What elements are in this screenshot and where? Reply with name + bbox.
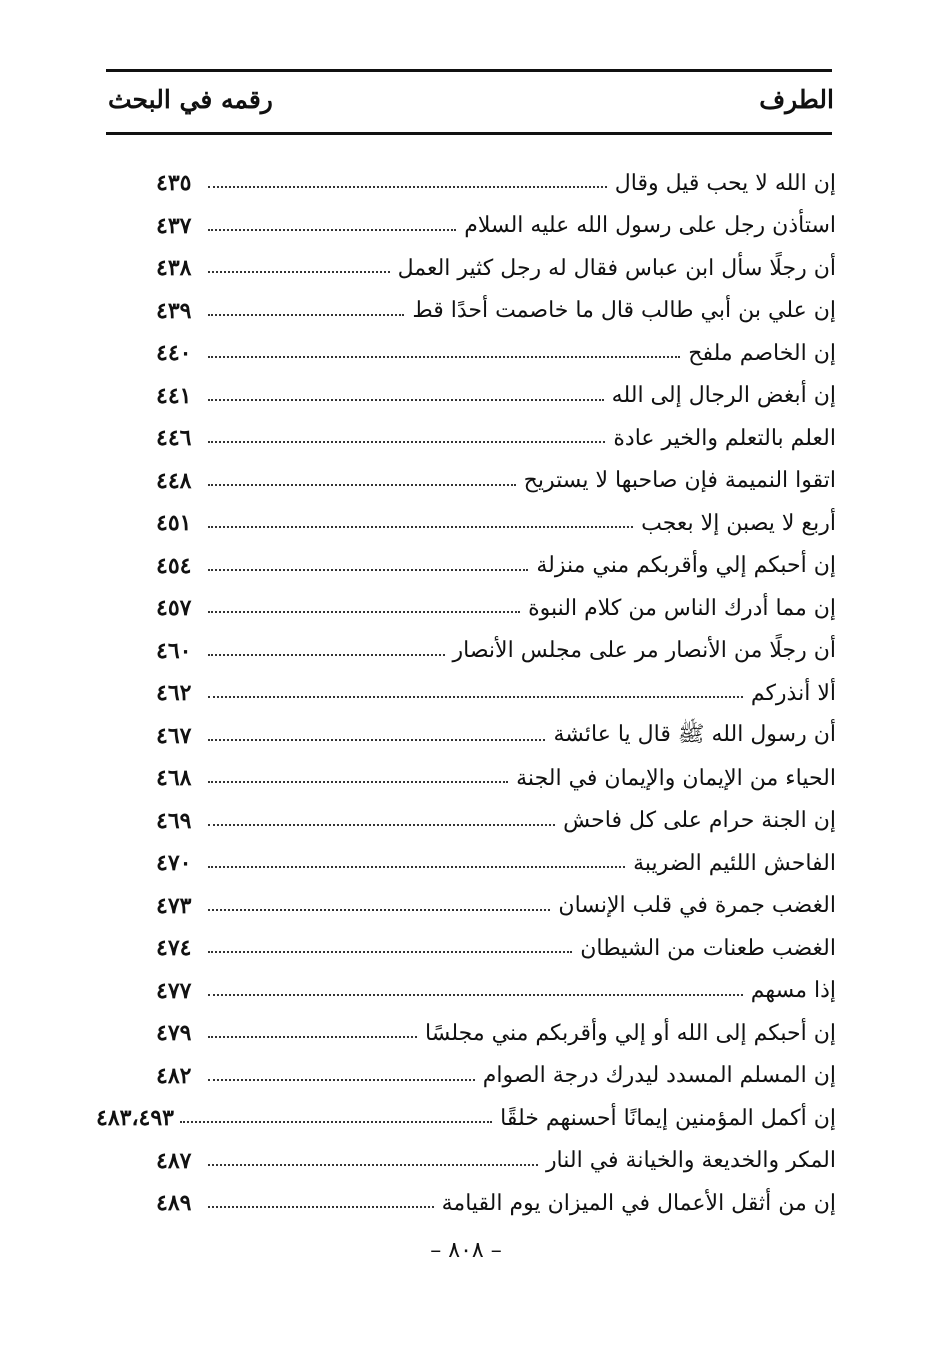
index-entry xyxy=(156,545,836,588)
index-entry xyxy=(156,672,836,715)
dot-leader xyxy=(208,1028,417,1038)
entry-ref: ٤٣٨ xyxy=(156,255,192,282)
index-entry xyxy=(156,970,836,1013)
dot-leader xyxy=(208,816,555,826)
dot-leader xyxy=(208,1156,538,1166)
index-entry xyxy=(156,927,836,970)
entry-text: المكر والخديعة والخيانة في النار xyxy=(545,1148,836,1174)
dot-leader xyxy=(208,178,607,188)
entry-text: أربع لا يصبن إلا بعجب xyxy=(641,510,836,536)
entry-text: العلم بالتعلم والخير عادة xyxy=(613,425,836,451)
index-entry xyxy=(156,205,836,248)
dot-leader xyxy=(208,603,520,613)
entry-text: إن الخاصم ملفح xyxy=(688,340,836,366)
dot-leader xyxy=(208,986,743,996)
entry-text: إن أبغض الرجال إلى الله xyxy=(611,383,836,409)
entry-text: أن رجلًا من الأنصار مر على مجلس الأنصار xyxy=(452,638,836,664)
entry-ref: ٤٥٤ xyxy=(156,552,192,579)
dot-leader xyxy=(208,1071,475,1081)
dot-leader xyxy=(180,1113,492,1123)
header-title: الطرف xyxy=(759,85,834,114)
index-entry xyxy=(156,1182,836,1225)
entry-text: الحياء من الإيمان والإيمان في الجنة xyxy=(516,765,836,791)
entry-ref: ٤٦٩ xyxy=(156,807,192,834)
dot-leader xyxy=(208,476,516,486)
dot-leader xyxy=(208,348,680,358)
index-entry xyxy=(156,842,836,885)
entry-ref: ٤٦٠ xyxy=(156,637,192,664)
index-entry xyxy=(156,247,836,290)
entry-text: إن علي بن أبي طالب قال ما خاصمت أحدًا قط xyxy=(412,298,836,324)
dot-leader xyxy=(208,943,572,953)
entry-text: أن رسول الله ﷺ قال يا عائشة xyxy=(553,721,836,747)
entry-ref: ٤٤١ xyxy=(156,382,192,409)
index-entry xyxy=(156,460,836,503)
entry-ref: ٤٦٨ xyxy=(156,765,192,792)
index-entry xyxy=(156,715,836,758)
entry-text: إن من أثقل الأعمال في الميزان يوم القيامة xyxy=(441,1190,836,1216)
entry-text: ألا أنذركم xyxy=(750,680,836,706)
entry-text: اتقوا النميمة فإن صاحبها لا يستريح xyxy=(523,468,836,494)
entry-text: أن رجلًا سأل ابن عباس فقال له رجل كثير العمل xyxy=(397,255,836,281)
entry-text: الغضب طعنات من الشيطان xyxy=(580,935,836,961)
index-entry xyxy=(156,800,836,843)
dot-leader xyxy=(208,433,605,443)
dot-leader xyxy=(208,391,604,401)
index-entry xyxy=(156,1055,836,1098)
index-entry xyxy=(96,1097,836,1140)
dot-leader xyxy=(208,306,404,316)
entry-text: الغضب جمرة في قلب الإنسان xyxy=(558,893,836,919)
index-entry xyxy=(156,757,836,800)
entry-ref: ٤٧٣ xyxy=(156,892,192,919)
entry-ref: ٤٤٠ xyxy=(156,340,192,367)
header-column-label: رقمه في البحث xyxy=(108,85,273,114)
index-entry xyxy=(156,630,836,673)
entry-ref: ٤٨٢ xyxy=(156,1062,192,1089)
entry-ref: ٤٨٩ xyxy=(156,1190,192,1217)
dot-leader xyxy=(208,773,508,783)
entry-ref: ٤٧٧ xyxy=(156,977,192,1004)
entry-ref: ٤٣٩ xyxy=(156,297,192,324)
dot-leader xyxy=(208,731,545,741)
entry-ref: ٤٨٧ xyxy=(156,1147,192,1174)
entry-text: الفاحش اللئيم الضريبة xyxy=(633,850,836,876)
dot-leader xyxy=(208,688,743,698)
entry-text: إن أحبكم إلي وأقربكم مني منزلة xyxy=(536,553,836,579)
entry-ref: ٤٣٧ xyxy=(156,212,192,239)
entry-text: إن المسلم المسدد ليدرك درجة الصوام xyxy=(482,1063,836,1089)
entry-ref: ٤٧٩ xyxy=(156,1020,192,1047)
entry-ref: ٤٦٧ xyxy=(156,722,192,749)
header-top-rule xyxy=(106,69,832,72)
index-entry xyxy=(156,1140,836,1183)
dot-leader xyxy=(208,263,390,273)
entry-ref: ٤٧٤ xyxy=(156,935,192,962)
index-entry xyxy=(156,417,836,460)
index-list xyxy=(96,162,836,1225)
entry-ref: ٤٣٥ xyxy=(156,170,192,197)
entry-ref: ٤٥١ xyxy=(156,510,192,537)
entry-text: إن الجنة حرام على كل فاحش xyxy=(563,808,836,834)
index-entry xyxy=(156,587,836,630)
entry-ref: ٤٧٠ xyxy=(156,850,192,877)
entry-ref: ٤٥٧ xyxy=(156,595,192,622)
entry-ref: ٤٨٣،٤٩٣ xyxy=(96,1105,174,1132)
entry-text: إن مما أدرك الناس من كلام النبوة xyxy=(528,595,836,621)
index-entry xyxy=(156,1012,836,1055)
entry-text: إن أكمل المؤمنين إيمانًا أحسنهم خلقًا xyxy=(500,1105,836,1131)
header-bottom-rule xyxy=(106,132,832,135)
dot-leader xyxy=(208,518,633,528)
dot-leader xyxy=(208,858,625,868)
entry-ref: ٤٤٦ xyxy=(156,425,192,452)
index-entry xyxy=(156,375,836,418)
index-entry xyxy=(156,162,836,205)
entry-ref: ٤٤٨ xyxy=(156,467,192,494)
entry-text: استأذن رجل على رسول الله عليه السلام xyxy=(464,213,836,239)
dot-leader xyxy=(208,561,528,571)
entry-text: إن أحبكم إلى الله أو إلي وأقربكم مني مجلسًا xyxy=(425,1020,836,1046)
index-entry xyxy=(156,885,836,928)
entry-text: إن الله لا يحب قيل وقال xyxy=(614,170,836,196)
dot-leader xyxy=(208,646,445,656)
dot-leader xyxy=(208,221,456,231)
entry-ref: ٤٦٢ xyxy=(156,680,192,707)
entry-text: إذا مسهم xyxy=(750,978,836,1004)
index-entry xyxy=(156,502,836,545)
index-entry xyxy=(156,290,836,333)
index-entry xyxy=(156,332,836,375)
dot-leader xyxy=(208,901,550,911)
page-number: – ٨٠٨ – xyxy=(430,1238,502,1263)
dot-leader xyxy=(208,1198,434,1208)
